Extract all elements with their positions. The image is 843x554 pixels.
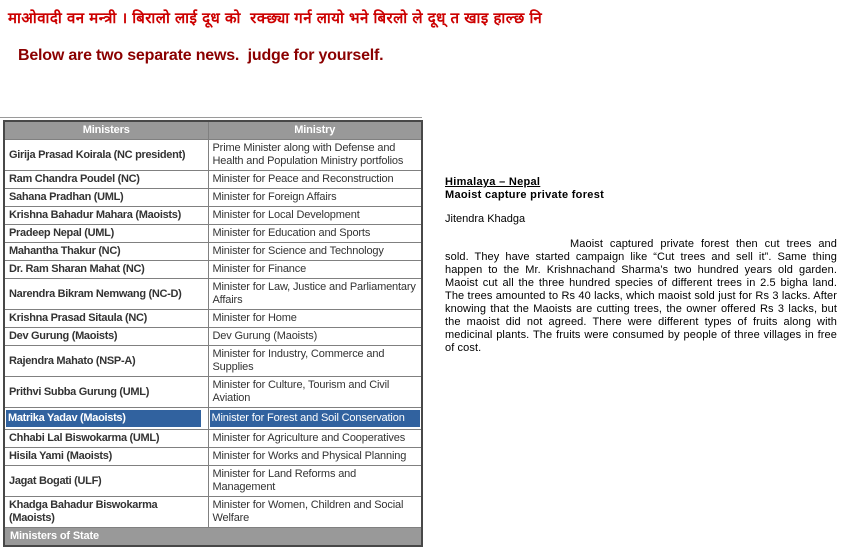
table-top-rule — [0, 117, 422, 118]
minister-cell[interactable] — [4, 225, 208, 243]
article-title: Himalaya – Nepal — [445, 176, 541, 188]
ministry-cell[interactable] — [208, 466, 422, 497]
article-author: Jitendra Khadga — [445, 213, 526, 225]
minister-name: Prithvi Subba Gurung (UML) — [9, 385, 150, 398]
ministry-title: Minister for Industry, Commerce and Supplies — [212, 348, 385, 373]
minister-cell[interactable] — [4, 497, 208, 528]
minister-cell[interactable] — [4, 430, 208, 448]
table-row — [4, 207, 422, 225]
ministers-of-state-section-row — [4, 528, 422, 547]
ministry-cell[interactable] — [208, 430, 422, 448]
minister-name: Jagat Bogati (ULF) — [9, 474, 102, 487]
ministry-title: Minister for Women, Children and Social Welfare — [212, 499, 404, 524]
minister-name: Sahana Pradhan (UML) — [9, 191, 124, 203]
ministry-title: Minister for Culture, Tourism and Civil Aviation — [212, 379, 390, 404]
table-row — [4, 328, 422, 346]
minister-name: Girija Prasad Koirala (NC president) — [9, 148, 186, 161]
ministry-title: Minister for Agriculture and Cooperatives — [212, 432, 406, 444]
ministers-table-head — [4, 121, 422, 140]
minister-cell[interactable] — [4, 243, 208, 261]
minister-cell[interactable] — [4, 207, 208, 225]
minister-name: Ram Chandra Poudel (NC) — [9, 173, 140, 185]
ministry-cell[interactable] — [208, 189, 422, 207]
minister-name: Pradeep Nepal (UML) — [9, 227, 114, 239]
ministry-title: Minister for Home — [212, 312, 297, 324]
ministry-title: Minister for Land Reforms and Management — [212, 468, 357, 493]
ministers-table — [3, 120, 423, 547]
table-row — [4, 140, 422, 171]
table-row — [4, 310, 422, 328]
table-row — [4, 466, 422, 497]
minister-name: Narendra Bikram Nemwang (NC-D) — [9, 287, 182, 300]
ministry-title: Minister for Science and Technology — [212, 245, 384, 257]
header-row — [4, 121, 422, 140]
section-header-cell: Ministers of State — [4, 528, 422, 547]
news-article — [445, 176, 837, 355]
minister-name: Chhabi Lal Biswokarma (UML) — [9, 432, 160, 444]
minister-name: Krishna Prasad Sitaula (NC) — [9, 312, 147, 324]
table-row — [4, 448, 422, 466]
nepali-caption: माओवादी वन मन्त्री । बिरालो लाई दूध को रक्छ्या गर्न लायो भने बिरलो ले दूध् त खाइ हाल्छ नि — [8, 10, 543, 27]
ministry-title: Minister for Law, Justice and Parliamentary Affairs — [212, 281, 416, 306]
ministry-cell[interactable] — [208, 243, 422, 261]
table-row — [4, 377, 422, 408]
table-row — [4, 261, 422, 279]
ministry-title: Minister for Finance — [212, 263, 307, 275]
ministry-cell[interactable] — [208, 140, 422, 171]
minister-cell[interactable] — [4, 261, 208, 279]
article-subtitle: Maoist capture private forest — [445, 189, 605, 201]
minister-cell[interactable] — [4, 328, 208, 346]
minister-name: Krishna Bahadur Mahara (Maoists) — [9, 209, 181, 221]
ministry-title: Minister for Foreign Affairs — [212, 191, 337, 203]
minister-cell[interactable] — [4, 466, 208, 497]
ministry-column-header: Ministry — [208, 121, 422, 140]
ministry-cell[interactable] — [208, 497, 422, 528]
ministry-title: Minister for Forest and Soil Conservation — [210, 410, 421, 427]
ministers-table-body — [4, 140, 422, 528]
minister-name: Khadga Bahadur Biswokarma (Maoists) — [9, 499, 158, 524]
ministry-title: Minister for Peace and Reconstruction — [212, 173, 394, 185]
minister-name: Dr. Ram Sharan Mahat (NC) — [9, 263, 145, 275]
ministry-cell[interactable] — [208, 377, 422, 408]
minister-cell[interactable] — [4, 140, 208, 171]
ministry-title: Dev Gurung (Maoists) — [212, 330, 318, 342]
ministry-title: Minister for Local Development — [212, 209, 360, 221]
ministry-cell[interactable] — [208, 310, 422, 328]
minister-cell[interactable] — [4, 448, 208, 466]
minister-cell[interactable] — [4, 279, 208, 310]
ministers-table-footer — [4, 528, 422, 547]
table-row-selected — [4, 408, 422, 430]
table-row — [4, 225, 422, 243]
minister-cell[interactable] — [4, 377, 208, 408]
ministry-cell[interactable] — [208, 448, 422, 466]
article-body: Maoist captured private forest then cut trees and sold. They have started campaign like “Cut trees and sell it”. Same thing happen to the Mr. Krishnachand Sharma’s two hundred years old garden. Maoist cut all the three hundred species of different trees in 2.5 bigha land. The trees amounted to Rs 40 lacks, which maoist sold just for Rs 3 lacks. After knowing that the Maoists are cutting trees, the owner offered Rs 3 lacks, but the maoist did not agreed. There were different types of fruits along with medicinal plants. The fruits were consumed by people of three villages in free of cost. — [445, 238, 837, 354]
minister-cell[interactable] — [4, 171, 208, 189]
ministry-cell[interactable] — [208, 328, 422, 346]
ministry-title: Minister for Works and Physical Planning — [212, 450, 407, 462]
table-row — [4, 497, 422, 528]
ministry-cell[interactable] — [208, 171, 422, 189]
minister-cell[interactable] — [4, 310, 208, 328]
table-row — [4, 346, 422, 377]
minister-name: Dev Gurung (Maoists) — [9, 330, 118, 342]
minister-name: Hisila Yami (Maoists) — [9, 450, 112, 462]
minister-cell[interactable] — [4, 346, 208, 377]
news-heading: Below are two separate news. judge for yourself. — [18, 47, 384, 64]
ministry-title: Prime Minister along with Defense and Health and Population Ministry portfolios — [212, 142, 404, 167]
ministry-cell[interactable] — [208, 207, 422, 225]
ministry-cell[interactable] — [208, 346, 422, 377]
ministers-table-container — [3, 120, 421, 547]
minister-name: Mahantha Thakur (NC) — [9, 245, 121, 257]
table-row — [4, 189, 422, 207]
table-row — [4, 430, 422, 448]
ministry-cell[interactable] — [208, 279, 422, 310]
minister-cell[interactable] — [4, 408, 208, 430]
minister-cell[interactable] — [4, 189, 208, 207]
ministry-title: Minister for Education and Sports — [212, 227, 371, 239]
ministry-cell[interactable] — [208, 261, 422, 279]
ministry-cell[interactable] — [208, 225, 422, 243]
ministers-column-header: Ministers — [4, 121, 208, 140]
table-row — [4, 243, 422, 261]
table-row — [4, 171, 422, 189]
minister-name: Rajendra Mahato (NSP-A) — [9, 354, 136, 367]
minister-name: Matrika Yadav (Maoists) — [6, 410, 201, 427]
ministry-cell[interactable] — [208, 408, 422, 430]
table-row — [4, 279, 422, 310]
